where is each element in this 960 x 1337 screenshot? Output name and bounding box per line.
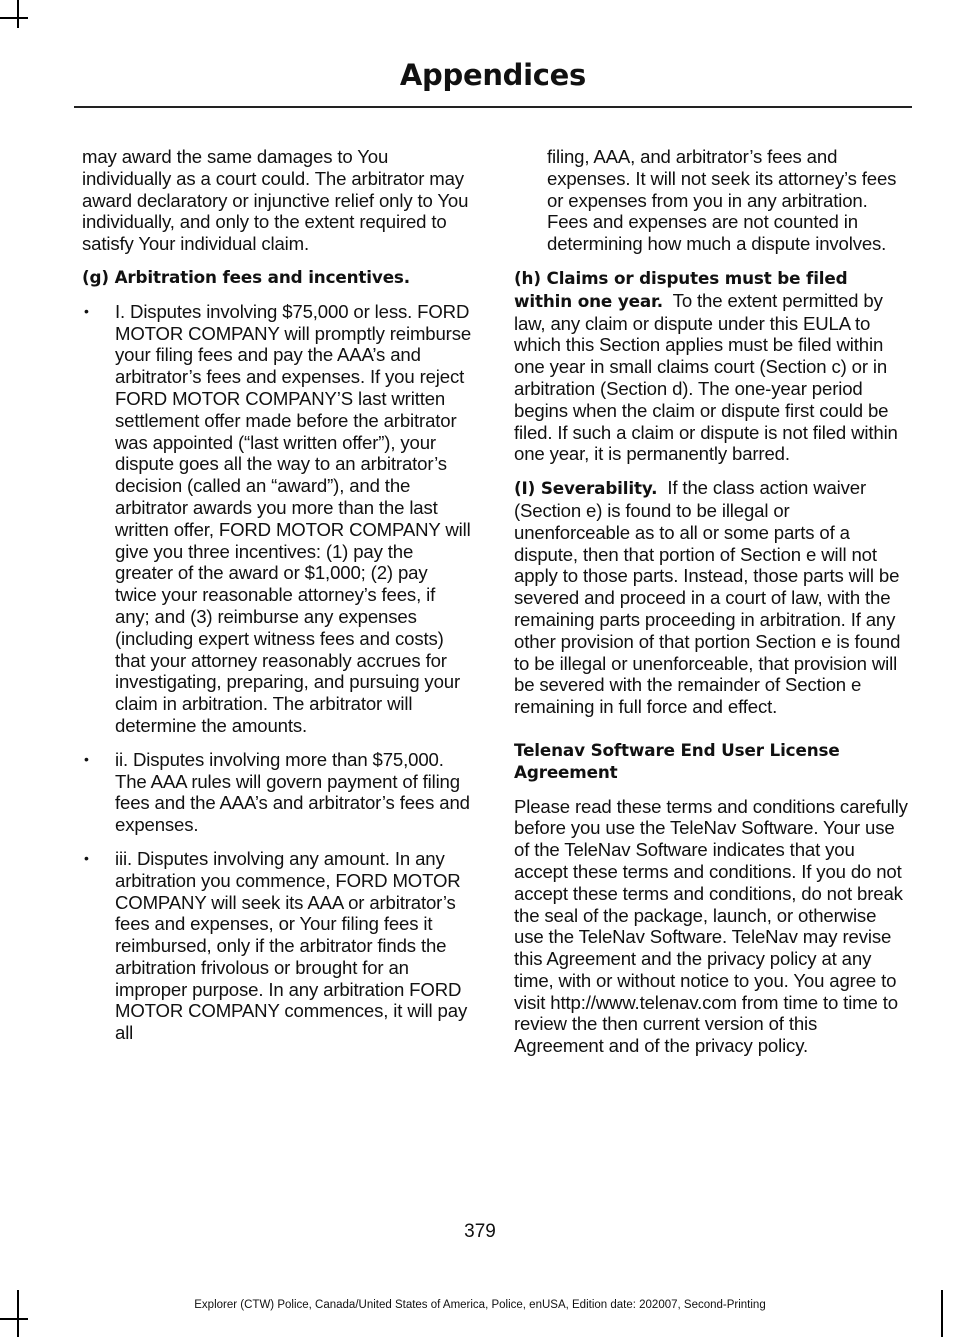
crop-mark [0, 17, 28, 19]
list-item: • iii. Disputes involving any amount. In any arbitration you commence, FORD MOTOR COMPANY will seek its AAA or arbitrator’s fees and expenses, or Your filing fees it reimbursed, only if the arbitrator finds the arbitration frivolous or brought for an improper purpose. In any arbitration FORD MOTOR COMPANY commences, it will pay all [82, 848, 474, 1044]
list-item: • ii. Disputes involving more than $75,000. The AAA rules will govern payment of filing fees and the AAA’s and arbitrator’s fees and expenses. [82, 749, 474, 836]
crop-mark [17, 1290, 19, 1337]
section-heading-i: (I) Severability. [514, 478, 658, 499]
paragraph: If the class action waiver (Section e) is found to be illegal or unenforceable as to all or some parts of a dispute, then that portion of Section e will not apply to those parts. Instead, those parts will be severed and proceed in a court of law, with the remaining parts proceeding in arbitration. If any other provision of that portion Section e is found to be illegal or unenforceable, that provision will be severed with the remainder of Section e remaining in full force and effect. [514, 477, 901, 718]
page-title: Appendices [399, 58, 586, 92]
paragraph: may award the same damages to You individually as a court could. The arbitrator may award declaratory or injunctive relief only to You individually, and only to the extent required to satisfy Your individual claim. [82, 146, 469, 255]
paragraph: To the extent permitted by law, any claim or dispute under this EULA to which this Section applies must be filed within one year in small claims court (Section c) or in arbitration (Section d). The one-year period begins when the claim or dispute first could be filed. If such a claim or dispute is not filed within one year, it is permanently barred. [514, 289, 898, 465]
paragraph: Please read these terms and conditions carefully before you use the TeleNav Software. Your use of the TeleNav Software indicates that you accept these terms and conditions. If you do not accept these terms and conditions, do not break the seal of the package, launch, or otherwise use the TeleNav Software. TeleNav may revise this Agreement and the privacy policy at any time, with or without notice to you. You agree to visit http://www.telenav.com from time to time to review the then current version of this Agreement and of the privacy policy. [514, 795, 908, 1057]
list-item-continuation: filing, AAA, and arbitrator’s fees and expenses. It will not seek its attorney’s fees or expenses from you in any arbitration. Fees and expenses are not counted in determining how much a dispute involves. [547, 146, 897, 255]
list-item: • I. Disputes involving $75,000 or less. FORD MOTOR COMPANY will promptly reimburse your filing fees and pay the AAA’s and arbitrator’s fees and expenses. If you reject FORD MOTOR COMPANY’S last written settlement offer made before the arbitrator was appointed (“last written offer”), your dispute goes all the way to an arbitrator’s decision (called an “award”), and the arbitrator awards you more than the last written offer, FORD MOTOR COMPANY will give you three incentives: (1) pay the greater of the award or $1,000; (2) pay twice your reasonable attorney’s fees, if any; and (3) reimburse any expenses (including expert witness fees and costs) that your attorney reasonably accrues for investigating, preparing, and pursuing your claim in arbitration. The arbitrator will determine the amounts. [82, 301, 474, 737]
section-heading-h: (h) Claims or disputes must be filed within one year. [514, 267, 848, 311]
right-column [514, 146, 908, 1069]
bullet-list [82, 301, 474, 1044]
crop-mark [941, 1290, 943, 1337]
section-i [514, 477, 908, 718]
crop-mark [0, 1318, 28, 1320]
left-column [82, 146, 474, 1056]
section-h [514, 267, 908, 465]
page-number: 379 [464, 1221, 496, 1242]
section-heading-telenav: Telenav Software End User License Agreement [514, 739, 840, 782]
section-heading-g: (g) Arbitration fees and incentives. [82, 266, 410, 287]
crop-mark [17, 0, 19, 28]
footer-text: Explorer (CTW) Police, Canada/United States of America, Police, enUSA, Edition date: 202007, Second-Printing [194, 1299, 766, 1311]
header-divider [74, 106, 912, 108]
